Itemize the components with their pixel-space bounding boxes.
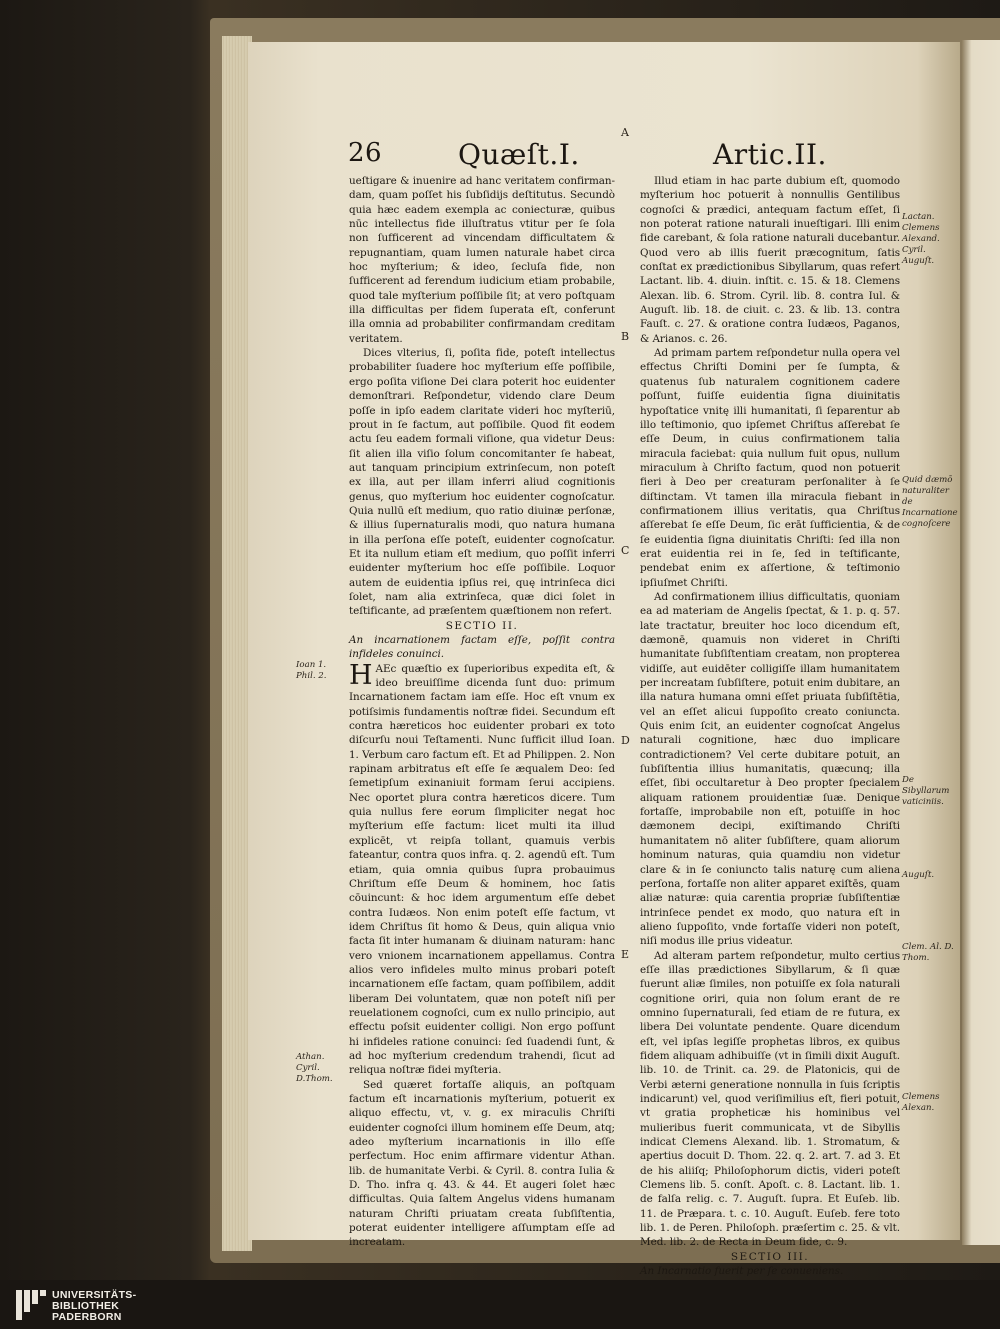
running-head-article: Artic.II. [713,138,827,171]
section-title: SECTIO II. [445,619,519,632]
running-head-question: Quæſt.I. [458,138,580,171]
section-subtitle: An incarnationem factam eſſe, poſſit contra infideles conuinci. [349,634,615,661]
page-number: 26 [348,138,383,168]
paragraph: Ad confirmationem illius difficultatis, quoniam ea ad materiam de Angelis ſpectat, & 1. p. q. 57. late tractatur, breuiter hoc loco dicendum eſt, dæmonē, quamuis non videret in Chriſti humanitate ſubſiſtentiam creatam, non propterea vidiſſe, aut euidēter colligiſſe illam humanitatem per increatam ſubſiſtere, potuit enim dubitare, an illa natura humana omni eſſet priuata ſubſiſtētia, vel an eſſet alicui ſuppoſito creato coniuncta. Quis enim ſcit, an euidenter cognoſcat Angelus naturali cognitione, hæc duo implicare contradictionem? Vel certe dubitare potuit, an ſubſiſtentia illius humanitatis, quæcunq; illa eſſet, ſibi occultaretur à Deo propter ſpecialem aliquam rationem prouidentiæ ſuæ. Denique fortaſſe, improbabile non eſt, potuiſſe in hoc dæmonem decipi, exiſtimando Chriſti humanitatem nō aliter ſubſiſtere, quam aliorum hominum naturas, quia quamdiu non videtur clare & in ſe coniuncto talis naturę cum aliena perſona, fortaſſe non aliter apparet exiſtēs, quam aliæ naturæ: quia carentia propriæ ſubſiſtentiæ intrinſece pendet ex modo, quo natura eſt in alieno ſuppoſito, vnde fortaſſe videri non poteſt, niſi modus ille prius videatur. [640,590,900,948]
paragraph: Sed quæret fortaſſe aliquis, an poſtquam factum eſt incarnationis myſterium, potuerit ex aliquo effectu, vt, v. g. ex miraculis Chriſti euidenter cognoſci illum hominem eſſe Deum, atq; adeo myſterium incarnationis in illo eſſe perfectum. Hoc enim affirmare videntur Athan. lib. de humanitate Verbi. & Cyril. 8. contra Iulia & D. Tho. infra q. 43. & 44. Et augeri ſolet hæc difficultas. Quia ſaltem Angelus videns humanam naturam Chriſti priuatam creata ſubſiſtentia, poterat euidenter intelligere aſſumptam eſſe ad increatam. [349,1078,615,1249]
margin-note: De Sibyllarum vaticiniis. [902,775,950,807]
section-title: SECTIO III. [730,1250,810,1263]
margin-note: Athan. Cyril. D.Thom. [296,1052,333,1084]
left-column [349,174,615,1250]
paragraph: H AEc quæſtio ex ſuperioribus expedita eſt, & ideo breuiſſime dicenda ſunt duo: primum Incarnationem factam iam eſſe. Hoc eſt vnum ex potiſsimis fundamentis noſtræ fidei. Secundum eſt contra hæreticos hoc euidenter probari ex toto diſcurſu noui Teſtamenti. Nunc ſufficit illud Ioan. 1. Verbum caro factum eſt. Et ad Philippen. 2. Non rapinam arbitratus eſt eſſe ſe æqualem Deo: ſed ſemetipſum exinaniuit formam ſerui accipiens. Nec oportet plura contra hæreticos dicere. Tum quia nullus fere eorum ſimpliciter negat hoc myſterium eſſe factum: licet multi ita illud explicēt, vt reipſa tollant, quamuis verbis fateantur, contra quos infra. q. 2. agendū eſt. Tum etiam, quia omnia quibus ſupra probauimus Chriſtum eſſe Deum & hominem, hoc ſatis cōuincunt: & hoc idem argumentum eſſe debet contra Iudæos. Non enim poteſt eſſe factum, vt idem Chriſtus ſit homo & Deus, quin aliqua vnio facta ſit inter humanam & diuinam naturam: hanc vero vnionem incarnationem appellamus. Contra alios vero infideles multo minus probari poteſt incarnationem eſſe factam, quam poſſibilem, addit liberam Dei voluntatem, quæ non poteſt niſi per reuelationem cognoſci, cum ex nullo principio, aut effectu poſsit euidenter colligi. Non ergo poſſunt hi infideles ratione conuinci: ſed ſuadendi ſunt, & ad hoc myſterium credendum trahendi, ſicut ad reliqua noſtræ fidei myſteria. [349,659,615,1077]
margin-letter-a: A [621,126,629,139]
paragraph: Illud etiam in hac parte dubium eſt, quomodo myſterium hoc potuerit à nonnullis Gentilibus cognoſci & prædici, antequam factum eſſet, ſi non poterat ratione naturali inueſtigari. Illi enim fide carebant, & ſola ratione naturali ducebantur. Quod vero ab illis fuerit præcognitum, ſatis conſtat ex prædictionibus Sibyllarum, quas refert Lactant. lib. 4. diuin. inſtit. c. 15. & 18. Clemens Alexan. lib. 6. Strom. Cyril. lib. 8. contra Iul. & Auguſt. lib. 18. de ciuit. c. 23. & lib. 13. contra Fauſt. c. 27. & oratione contra Iudæos, Paganos, & Arianos. c. 26. [640,175,900,345]
drop-cap: H [349,659,373,691]
library-name-line-1: UNIVERSITÄTS- [52,1289,137,1301]
margin-letter-c: C [621,544,630,557]
footer-bar [0,1280,1000,1329]
library-name-line-3: PADERBORN [52,1311,122,1323]
paragraph: Dices vlterius, ſi, poſita fide, poteſt intellectus probabiliter ſuadere hoc myſterium eſſe poſſibile, ergo poſita viſione Dei clara poterit hoc euidenter demonſtrari. Reſpondetur, videndo clare Deum poſſe in ipſo eadem claritate videri hoc myſteriū, prout in ſe factum, aut poſſibile. Quod fit eodem actu ſeu eadem formali viſione, qua videtur Deus: ſit alien illa viſio ſolum concomitanter ſe habeat, aut tanquam principium extrinſecum, non poteſt ex illa, aut per illam inferri aliud cognitionis genus, quo myſterium hoc euidenter cognoſcatur. Quia nullū eſt medium, quo ratio diuinæ perſonæ, & illius ſupernaturalis modi, quo natura humana in illa perſona eſſe poteſt, euidenter cognoſcatur. Et ita nullum etiam eſt medium, quo poſſit inferri euidenter myſterium hoc eſſe poſſibile. Loquor autem de euidentia ipſius rei, quę intrinſeca dici ſolet, nam alia extrinſeca, quæ dici ſolet in teſtificante, ad præſentem quæſtionem non refert. [349,347,615,618]
margin-note: Quid dæmō naturaliter de Incarnatione cognoſcere [902,475,958,529]
library-logo-icon [16,1290,46,1320]
margin-letter-d: D [621,734,630,747]
margin-letter-e: E [621,948,630,961]
right-column [640,174,900,1322]
margin-note: Lactan. Clemens Alexand. Cyril. Auguſt. [902,212,940,266]
library-name-line-2: BIBLIOTHEK [52,1300,120,1312]
margin-letter-b: B [621,330,630,343]
book-page [248,42,960,1278]
paragraph: ueſtigare & inuenire ad hanc veritatem confirman- dam, quam poſſet his ſubſidijs deſtitutus. Secundò quia hæc eadem exempla ac coniecturæ, quibus nūc intellectus fide illuſtratus vtitur per ſe ſola non ſufficerent ad vincendam difficultatem & repugnantiam, quam lumen naturale habet circa hoc myſterium; & ideo, ſecluſa fide, non ſufficerent ad ferendum iudicium etiam probabile, quod tale myſterium poſſibile ſit; at vero poſtquam illa difficultas per fidem ſuperata eſt, conferunt illa omnia ad probabiliter confirmandam creditam veritatem. [349,175,615,345]
margin-note: Clemens Alexan. [902,1092,940,1113]
section-subtitle: An Incarnatio fuerit per ſe conueniens. [640,1265,844,1278]
paragraph: Ad alteram partem reſpondetur, multo certius eſſe illas prædictiones Sibyllarum, & ſi quæ fuerunt aliæ ſimiles, non potuiſſe ex ſola naturali cognitione oriri, quia non ſolum erant de re omnino ſupernaturali, ſed etiam de re futura, ex libera Dei voluntate pendente. Quare dicendum eſt, vel ipſas legiſſe prophetas libros, ex quibus fidem aliquam adhibuiſſe (vt in ſimili dixit Auguſt. lib. 10. de Trinit. ca. 29. de Platonicis, qui de Verbi æterni generatione nonnulla in ſuis ſcriptis indicarunt) vel, quod veriſimilius eſt, fieri potuit, vt gratia propheticæ his hominibus vel mulieribus fuerit communicata, vt de Sibyllis indicat Clemens Alexand. lib. 1. Stromatum, & apertius docuit D. Thom. 22. q. 2. art. 7. ad 3. Et de his aliiſq; Philoſophorum dictis, videri poteſt Clemens lib. 5. conſt. Apoſt. c. 8. Lactant. lib. 1. de falſa relig. c. 7. Auguſt. ſupra. Et Euſeb. lib. 11. de Præpara. t. c. 10. Auguſt. Euſeb. fere toto lib. 1. de Peren. Philoſoph. præſertim c. 25. & vlt. Med. lib. 2. de Recta in Deum fide, c. 9. [640,949,900,1249]
margin-note: Auguſt. [902,870,935,880]
margin-note: Clem. Al. D. Thom. [902,942,954,963]
paragraph: Ad primam partem reſpondetur nulla opera vel effectus Chriſti Domini per ſe ſumpta, & quatenus ſub naturalem cognitionem cadere poſſunt, fuiſſe euidentia ſigna diuinitatis hypoſtatice vnitę illi humanitati, ſi ſeparentur ab illo teſtimonio, quo ipſemet Chriſtus aſſerebat ſe eſſe Deum, in cuius confirmationem talia miracula faciebat: quia nullum fuit opus, nullum miraculum à Chriſto factum, quod non potuerit fieri à Deo per creaturam perſonaliter à ſe diſtinctam. Vt tamen illa miracula fiebant in confirmationem illius veritatis, qua Chriſtus aſſerebat ſe eſſe Deum, ſic erāt ſufficientia, & de ſe euidentia ſigna diuinitatis Chriſti: ſed illa non erat euidentia rei in ſe, ſed in teſtificante, pendebat enim ex aſſertione, & teſtimonio ipſiuſmet Chriſti. [640,347,900,589]
margin-note: Ioan 1. Phil. 2. [296,660,327,681]
facing-page [962,40,1000,1245]
